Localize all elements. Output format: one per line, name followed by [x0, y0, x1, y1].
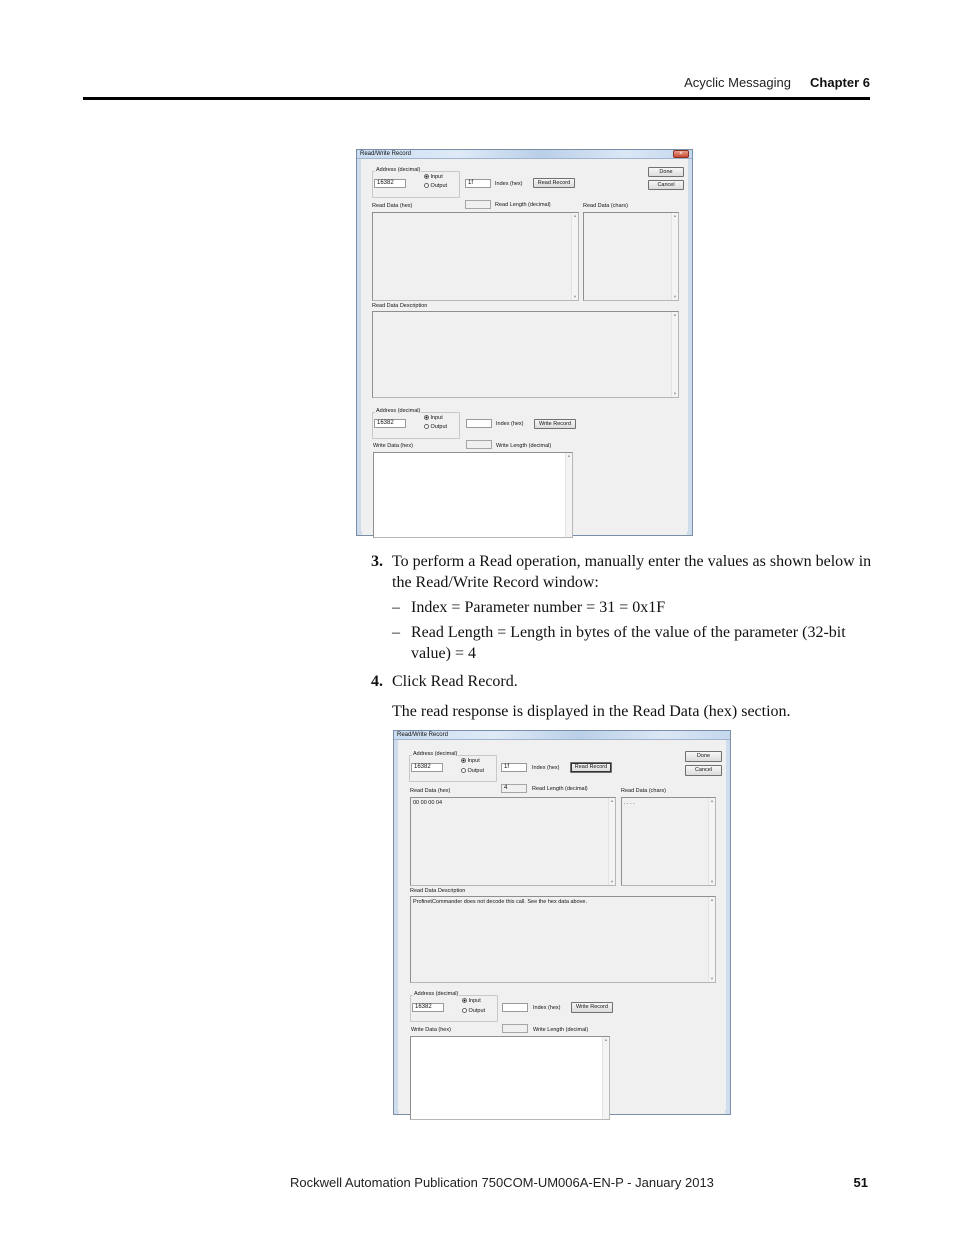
- write-data-hex-area[interactable]: [373, 452, 573, 538]
- step-4: [371, 671, 872, 692]
- write-address-input[interactable]: 16382: [412, 1003, 444, 1012]
- write-record-button[interactable]: Write Record: [534, 419, 576, 429]
- read-data-hex-area[interactable]: [372, 212, 579, 301]
- header-rule: [83, 97, 870, 100]
- bullet-dash: –: [392, 624, 400, 641]
- write-output-radio[interactable]: Output: [462, 1008, 485, 1014]
- read-index-label: Index (hex): [532, 765, 560, 771]
- write-address-label: Address (decimal): [414, 991, 459, 997]
- step-3-line-1: To perform a Read operation, manually enter the values as shown below in: [392, 553, 872, 570]
- read-data-description-scrollbar[interactable]: [708, 897, 715, 982]
- read-data-chars-area[interactable]: [583, 212, 679, 301]
- bullet-read-length-line-1: Read Length = Length in bytes of the value of the parameter (32-bit: [411, 624, 846, 641]
- scroll-down-icon[interactable]: ▼: [673, 391, 677, 396]
- read-data-description-label: Read Data Description: [410, 888, 466, 894]
- write-record-button[interactable]: Write Record: [571, 1002, 613, 1013]
- write-input-radio[interactable]: Input: [424, 415, 443, 421]
- read-data-hex-text: 00 00 00 04: [413, 800, 443, 806]
- scroll-down-icon[interactable]: ▼: [710, 879, 714, 884]
- write-address-label: Address (decimal): [376, 408, 421, 414]
- read-write-record-window-empty: [356, 149, 693, 536]
- radio-selected-icon: [424, 415, 429, 420]
- read-data-chars-scrollbar[interactable]: [671, 213, 678, 300]
- write-output-radio[interactable]: Output: [424, 424, 447, 430]
- write-address-input[interactable]: 16382: [374, 419, 406, 428]
- write-data-hex-label: Write Data (hex): [411, 1027, 451, 1033]
- read-address-input[interactable]: 16382: [411, 763, 443, 772]
- scroll-down-icon[interactable]: ▼: [573, 294, 577, 299]
- write-data-hex-label: Write Data (hex): [373, 443, 413, 449]
- write-index-input[interactable]: [466, 419, 492, 428]
- write-length-input[interactable]: [502, 1024, 528, 1033]
- cancel-button[interactable]: Cancel: [685, 765, 722, 776]
- dialog-content: [399, 740, 725, 1114]
- read-data-description-text: ProfinetCommander does not decode this call. See the hex data above.: [413, 899, 587, 905]
- read-address-label: Address (decimal): [376, 167, 421, 173]
- scroll-up-icon[interactable]: ▲: [604, 1037, 608, 1042]
- scroll-down-icon[interactable]: ▼: [673, 294, 677, 299]
- window-titlebar[interactable]: [394, 731, 730, 740]
- read-data-description-area[interactable]: [372, 311, 679, 398]
- scroll-down-icon[interactable]: ▼: [610, 879, 614, 884]
- done-button[interactable]: Done: [685, 751, 722, 762]
- cancel-button[interactable]: Cancel: [648, 180, 684, 190]
- scroll-up-icon[interactable]: ▲: [673, 213, 677, 218]
- read-input-radio[interactable]: Input: [461, 758, 480, 764]
- response-note: The read response is displayed in the Read Data (hex) section.: [392, 703, 791, 720]
- read-length-label: Read Length (decimal): [495, 202, 551, 208]
- bullet-read-length: [392, 622, 871, 664]
- read-length-input[interactable]: 4: [501, 784, 527, 793]
- read-index-label: Index (hex): [495, 181, 523, 187]
- page-number: 51: [853, 1175, 868, 1190]
- scroll-up-icon[interactable]: ▲: [567, 453, 571, 458]
- read-input-radio[interactable]: Input: [424, 174, 443, 180]
- write-data-hex-scrollbar[interactable]: [565, 453, 572, 537]
- read-address-label: Address (decimal): [413, 751, 458, 757]
- radio-empty-icon: [424, 183, 429, 188]
- close-button[interactable]: ×: [673, 150, 689, 158]
- radio-selected-icon: [462, 998, 467, 1003]
- window-titlebar[interactable]: [357, 150, 692, 159]
- read-data-chars-label: Read Data (chars): [583, 203, 628, 209]
- read-data-hex-area[interactable]: [410, 797, 616, 886]
- read-data-hex-scrollbar[interactable]: [571, 213, 578, 300]
- bullet-index-text: Index = Parameter number = 31 = 0x1F: [411, 599, 666, 616]
- read-record-button[interactable]: Read Record: [570, 762, 612, 773]
- bullet-dash: –: [392, 599, 400, 616]
- read-length-input[interactable]: [465, 200, 491, 209]
- write-index-label: Index (hex): [496, 421, 524, 427]
- read-data-chars-text: . . . .: [624, 800, 635, 806]
- read-data-hex-label: Read Data (hex): [372, 203, 413, 209]
- write-data-hex-scrollbar[interactable]: [602, 1037, 609, 1119]
- radio-selected-icon: [424, 174, 429, 179]
- write-length-label: Write Length (decimal): [496, 443, 552, 449]
- radio-selected-icon: [461, 758, 466, 763]
- read-data-chars-label: Read Data (chars): [621, 788, 666, 794]
- read-index-input[interactable]: 1f: [501, 763, 527, 772]
- step-3-number: 3.: [371, 553, 383, 570]
- scroll-up-icon[interactable]: ▲: [573, 213, 577, 218]
- scroll-up-icon[interactable]: ▲: [673, 312, 677, 317]
- read-data-hex-label: Read Data (hex): [410, 788, 451, 794]
- step-3: [371, 551, 872, 593]
- read-data-chars-scrollbar[interactable]: [708, 798, 715, 885]
- read-data-hex-scrollbar[interactable]: [608, 798, 615, 885]
- read-data-description-label: Read Data Description: [372, 303, 428, 309]
- read-output-radio[interactable]: Output: [461, 768, 484, 774]
- read-data-description-scrollbar[interactable]: [671, 312, 678, 397]
- radio-empty-icon: [424, 424, 429, 429]
- window-title: Read/Write Record: [397, 732, 448, 738]
- dialog-content: [362, 159, 687, 535]
- step-3-line-2: the Read/Write Record window:: [392, 574, 599, 591]
- read-output-radio[interactable]: Output: [424, 183, 447, 189]
- read-length-label: Read Length (decimal): [532, 786, 588, 792]
- scroll-up-icon[interactable]: ▲: [610, 798, 614, 803]
- running-header-section: Acyclic Messaging: [684, 75, 791, 90]
- scroll-up-icon[interactable]: ▲: [710, 798, 714, 803]
- window-title: Read/Write Record: [360, 151, 411, 157]
- read-data-description-area[interactable]: [410, 896, 716, 983]
- scroll-up-icon[interactable]: ▲: [710, 897, 714, 902]
- write-data-hex-area[interactable]: [410, 1036, 610, 1120]
- bullet-index: [392, 597, 871, 618]
- step-4-number: 4.: [371, 673, 383, 690]
- write-index-label: Index (hex): [533, 1005, 561, 1011]
- read-write-record-window-filled: [393, 730, 731, 1115]
- read-index-input[interactable]: 1f: [465, 179, 491, 188]
- running-header-chapter: Chapter 6: [810, 75, 870, 90]
- step-4-text: Click Read Record.: [392, 673, 518, 690]
- write-input-radio[interactable]: Input: [462, 998, 481, 1004]
- radio-empty-icon: [462, 1008, 467, 1013]
- done-button[interactable]: Done: [648, 167, 684, 177]
- read-address-input[interactable]: 16382: [374, 179, 406, 188]
- write-length-label: Write Length (decimal): [533, 1027, 589, 1033]
- read-record-button[interactable]: Read Record: [533, 178, 575, 188]
- radio-empty-icon: [461, 768, 466, 773]
- write-index-input[interactable]: [502, 1003, 528, 1012]
- scroll-down-icon[interactable]: ▼: [710, 976, 714, 981]
- footer-publication: Rockwell Automation Publication 750COM-UM006A-EN-P - January 2013: [290, 1175, 714, 1190]
- bullet-read-length-line-2: value) = 4: [411, 645, 476, 662]
- read-data-chars-area[interactable]: [621, 797, 716, 886]
- write-length-input[interactable]: [466, 440, 492, 449]
